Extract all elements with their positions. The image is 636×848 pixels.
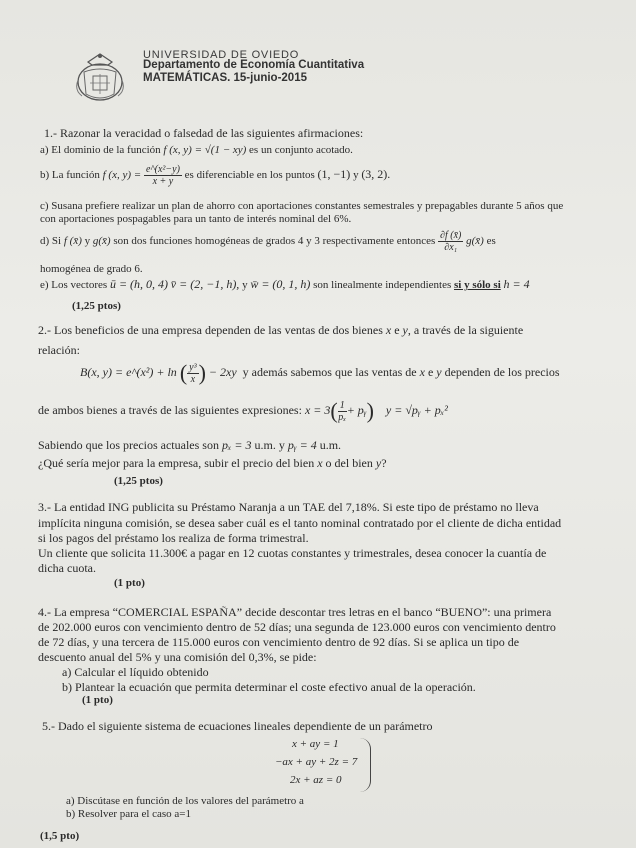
q2-line2: relación: — [38, 343, 80, 357]
q3-line4: Un cliente que solicita 11.300€ a pagar en 12 cuotas constantes y trimestrales, desea conocer la cuantía de — [38, 546, 547, 560]
q1-d-mid: son dos funciones homogéneas de grados 4 y 3 respectivamente entonces — [113, 235, 436, 248]
q2-x-numerator: 1 — [339, 399, 345, 411]
q4-line4: descuento anual del 5% y una comisión del 0,3%, se pide: — [38, 650, 317, 664]
q2-B-lhs: B(x, y) = e^(x²) + ln — [80, 364, 177, 379]
q2-line6 — [38, 456, 387, 471]
q5-line1: 5.- Dado el siguiente sistema de ecuaciones lineales dependiente de un parámetro — [42, 719, 433, 733]
q2-x-rest: + pᵧ — [346, 402, 367, 417]
q2-B-text2: dependen de los precios — [444, 364, 560, 379]
q1-d-fraction — [438, 230, 463, 253]
q4-line3: de 72 días, y una tercera de 115.000 euros con vencimiento dentro de 92 días. Si se aplica un tipo de — [38, 635, 520, 649]
q2-line5 — [38, 438, 341, 453]
q1-e-w: w̄ = (0, 1, h) — [250, 277, 311, 291]
q2-line1 — [38, 323, 523, 338]
q1-d — [40, 230, 496, 253]
q4-points: (1 pto) — [82, 694, 113, 706]
q2-B-numerator: y³ — [189, 361, 197, 373]
q1-e-mid: son linealmente independientes — [313, 279, 452, 291]
department-name: Departamento de Economía Cuantitativa — [143, 59, 365, 71]
q2-py: pᵧ = 4 — [287, 438, 317, 452]
q1-b-point2: (3, 2). — [361, 167, 391, 182]
q1-a-text: a) El dominio de la función — [40, 144, 161, 156]
q2-line4-text: de ambos bienes a través de las siguientes expresiones: — [38, 402, 302, 417]
q2-B-y: y — [436, 364, 442, 379]
q1-b-mid: es diferenciable en los puntos — [184, 169, 315, 182]
q2-line4 — [38, 398, 448, 424]
university-name: UNIVERSIDAD DE OVIEDO — [143, 49, 300, 61]
q4-a: a) Calcular el líquido obtenido — [62, 665, 209, 679]
q2-line6-y: y — [375, 456, 382, 470]
q2-line6-end: ? — [381, 456, 387, 470]
q2-paren-close: ) — [198, 360, 206, 385]
q2-B-fraction — [187, 362, 198, 385]
q1-c-line2: con aportaciones pospagables para un tanto de interés nominal del 6%. — [40, 213, 352, 225]
q1-d-denominator: ∂x₁ — [444, 242, 458, 253]
q1-b-numerator: e^(x²−y) — [145, 164, 180, 175]
q2-line6-x: x — [317, 456, 323, 470]
q1-c-line1: c) Susana prefiere realizar un plan de ahorro con aportaciones constantes semestrales y prepagables durante 5 años que — [40, 200, 564, 212]
q1-d-text: d) Si — [40, 235, 62, 248]
q1-e-u: ū = (h, 0, 4) — [109, 277, 169, 291]
q1-e — [40, 277, 530, 292]
university-seal-logo — [74, 50, 126, 104]
q3-line5: dicha cuota. — [38, 561, 96, 575]
q5-eq2: −ax + ay + 2z = 7 — [275, 756, 358, 768]
q2-x-paren-close: ) — [366, 398, 374, 423]
q2-B-denominator: x — [190, 373, 196, 385]
q1-d-g2: g(x̄) — [466, 235, 484, 248]
q3-line2: implícita ninguna comisión, se desea saber cuál es el tanto nominal contratado por el cliente de dicha entidad — [38, 516, 562, 530]
q2-line6-text: ¿Qué sería mejor para la empresa, subir el precio del bien — [38, 456, 315, 470]
q5-b: b) Resolver para el caso a=1 — [66, 808, 192, 820]
q1-b — [40, 164, 390, 187]
q2-y-expr: y = √pᵧ + pₓ² — [385, 402, 448, 417]
q1-d-f: f (x̄) — [63, 235, 82, 248]
exam-title: MATEMÁTICAS. 15-junio-2015 — [143, 72, 307, 84]
q1-title: 1.- Razonar la veracidad o falsedad de las siguientes afirmaciones: — [44, 126, 364, 140]
q2-B-text: y además sabemos que las ventas de — [242, 364, 417, 379]
q1-e-h: h = 4 — [503, 277, 530, 291]
q3-line3: si los pagos del préstamo los realiza de forma trimestral. — [38, 531, 309, 545]
q1-d-es: es — [486, 235, 496, 248]
q2-paren-open: ( — [179, 360, 188, 385]
q4-line2: de 202.000 euros con vencimiento dentro de 52 días; una segunda de 123.000 euros con vencimiento dentro — [38, 620, 556, 634]
q2-e: e — [394, 323, 400, 337]
q1-d-g: g(x̄) — [92, 235, 111, 248]
q2-y: y — [402, 323, 408, 337]
q2-B-e: e — [427, 364, 434, 379]
q2-line1-end: , a través de la siguiente — [407, 323, 524, 337]
q1-a — [40, 144, 353, 156]
q1-d-and: y — [84, 235, 91, 248]
q2-x-fraction — [338, 400, 347, 423]
q2-formula — [80, 360, 560, 386]
q1-a-post: es un conjunto acotado. — [249, 144, 353, 156]
q1-points: (1,25 ptos) — [72, 300, 121, 312]
q2-x: x — [385, 323, 392, 337]
q4-b: b) Plantear la ecuación que permita determinar el coste efectivo anual de la operación. — [62, 680, 476, 694]
q1-e-iff: si y sólo si — [453, 279, 501, 291]
q3-line1: 3.- La entidad ING publicita su Préstamo Naranja a un TAE del 7,18%. Si este tipo de préstamo no lleva — [38, 500, 539, 514]
q2-B-x: x — [419, 364, 425, 379]
q1-d-line2: homogénea de grado 6. — [40, 263, 143, 275]
q5-a: a) Discútase en función de los valores del parámetro a — [66, 795, 304, 807]
q2-B-rest: − 2xy — [208, 364, 237, 379]
q2-x-denominator: pₓ — [338, 411, 347, 423]
q1-e-and: y — [242, 279, 248, 291]
q4-line1: 4.- La empresa “COMERCIAL ESPAÑA” decide descontar tres letras en el banco “BUENO”: una primera — [38, 605, 552, 619]
q1-b-point1: (1, −1) — [317, 167, 351, 182]
system-brace — [360, 738, 371, 792]
q2-um1: u.m. y — [254, 438, 285, 452]
q1-b-denominator: x + y — [152, 176, 174, 187]
q2-x-paren-open: ( — [330, 398, 338, 423]
q2-line6-mid: o del bien — [325, 456, 373, 470]
q2-line1-text: 2.- Los beneficios de una empresa dependen de las ventas de dos bienes — [38, 323, 383, 337]
q5-eq3: 2x + az = 0 — [290, 774, 342, 786]
q2-line5-text: Sabiendo que los precios actuales son — [38, 438, 219, 452]
q1-b-text: b) La función — [40, 169, 100, 182]
q1-a-math: f (x, y) = √(1 − xy) — [163, 144, 247, 156]
q1-b-fraction — [144, 164, 182, 187]
q1-b-and: y — [353, 169, 359, 182]
q1-d-numerator: ∂f (x̄) — [440, 230, 462, 241]
q2-um2: u.m. — [319, 438, 342, 452]
q5-points: (1,5 pto) — [40, 830, 80, 842]
q2-x-lhs: x = 3 — [304, 402, 331, 417]
q1-e-v: v̄ = (2, −1, h), — [170, 277, 240, 291]
q2-points: (1,25 ptos) — [114, 475, 163, 487]
q1-b-lhs: f (x, y) = — [102, 169, 142, 182]
q5-eq1: x + ay = 1 — [292, 738, 339, 750]
q1-e-text: e) Los vectores — [40, 279, 108, 291]
q3-points: (1 pto) — [114, 577, 145, 589]
q2-px: pₓ = 3 — [221, 438, 252, 452]
